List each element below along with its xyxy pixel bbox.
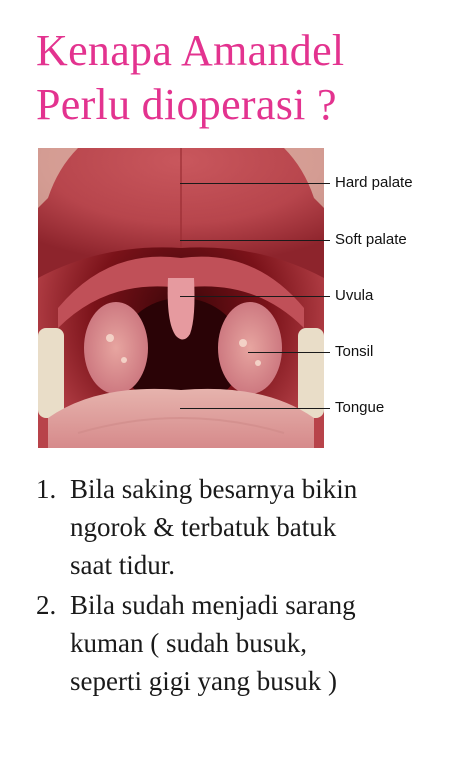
reason-line: seperti gigi yang busuk ) xyxy=(70,666,337,696)
reason-line: saat tidur. xyxy=(70,550,175,580)
reason-line: kuman ( sudah busuk, xyxy=(70,628,307,658)
reason-line: Bila saking besarnya bikin xyxy=(70,474,358,504)
reason-line: ngorok & terbatuk batuk xyxy=(70,512,337,542)
throat-photo xyxy=(38,148,324,448)
reasons-list xyxy=(36,470,466,702)
label-tonsil: Tonsil xyxy=(335,343,374,360)
label-soft-palate: Soft palate xyxy=(335,231,407,248)
title-line-2: Perlu dioperasi ? xyxy=(36,80,337,129)
page-title xyxy=(36,24,466,132)
reason-item xyxy=(36,586,466,700)
throat-illustration xyxy=(38,148,324,448)
reason-number: 1. xyxy=(36,474,57,504)
title-line-1: Kenapa Amandel xyxy=(36,26,345,75)
label-uvula: Uvula xyxy=(335,287,374,304)
reason-number: 2. xyxy=(36,590,57,620)
reason-item xyxy=(36,470,466,584)
label-hard-palate: Hard palate xyxy=(335,174,413,191)
reason-line: Bila sudah menjadi sarang xyxy=(70,590,356,620)
label-tongue: Tongue xyxy=(335,399,385,416)
